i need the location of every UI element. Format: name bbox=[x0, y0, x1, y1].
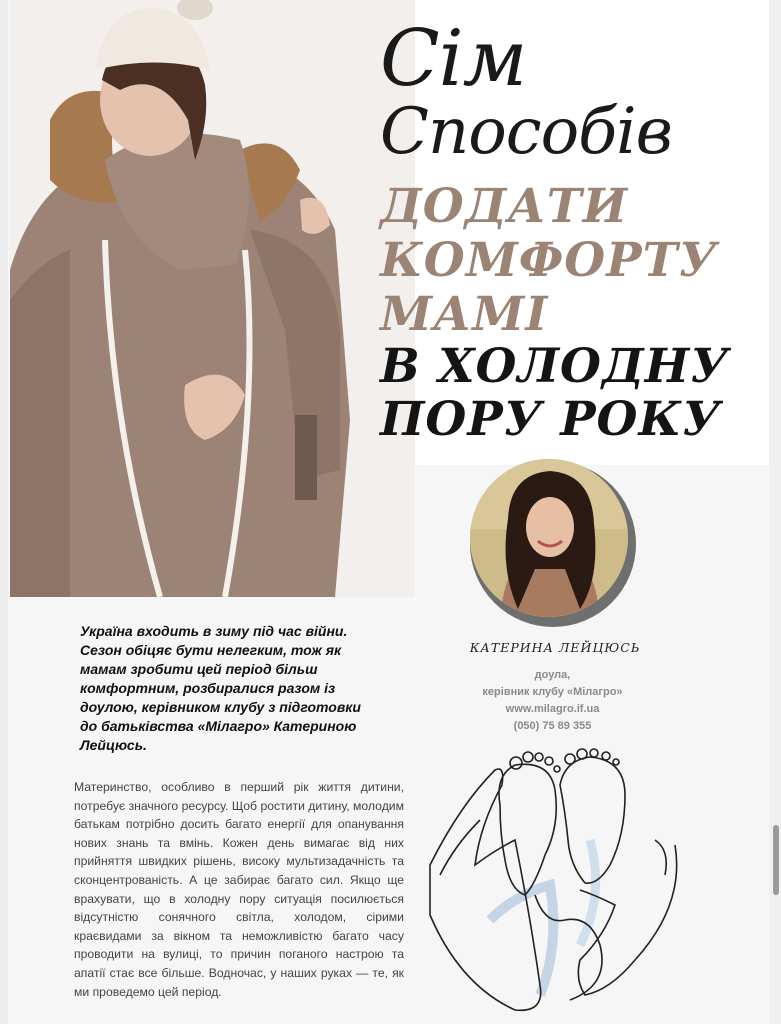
scrollbar-thumb[interactable] bbox=[773, 825, 779, 895]
page-edge bbox=[0, 0, 8, 1024]
author-website: www.milagro.if.ua bbox=[505, 703, 600, 715]
title-line-1: ДОДАТИ bbox=[380, 179, 629, 234]
hero-photo bbox=[10, 0, 415, 597]
title-script-1: Сім bbox=[380, 14, 527, 104]
lead-paragraph: Україна входить в зиму під час війни. Сезон обіцяє бути нелегким, тож як мамам зробити цей період більш комфортним, розбиралися разом із доулою, керівником клубу з підготовки до батьківства «Мілагро» Катериною Лейцюсь. bbox=[80, 623, 361, 753]
title-script-2: Способів bbox=[380, 95, 672, 169]
body-paragraph: Материнство, особливо в перший рік життя дитини, потребує значного ресурсу. Щоб ростити дитину, молодим батькам потрібно досить багато енергії для опанування нових знань та вмінь. Кожен день вимагає від них прийняття швидких рішень, високу мультизадачність та сконцентрованість. А це забирає багато сил. Якщо ще врахувати, що в холодну пору ситуація посилюється відсутністю сонячного світла, холодом, сірими краєвидами за вікном та неможливістю багато часу проводити на вулиці, то причин поганого настрою та апатії стає все більше. Водночас, у наших руках — те, як ми проведемо цей період. bbox=[74, 780, 404, 999]
author-info bbox=[430, 667, 675, 735]
title-line-5: ПОРУ РОКУ bbox=[380, 392, 722, 447]
hands-holding-baby-feet-icon bbox=[420, 745, 690, 1015]
title-line-2: КОМФОРТУ bbox=[380, 233, 718, 288]
author-position: керівник клубу «Мілагро» bbox=[482, 686, 623, 698]
avatar bbox=[470, 459, 628, 617]
author-name: КАТЕРИНА ЛЕЙЦЮСЬ bbox=[469, 640, 641, 655]
title-line-4: В ХОЛОДНУ bbox=[380, 339, 730, 394]
author-phone: (050) 75 89 355 bbox=[513, 720, 592, 732]
author-role: доула, bbox=[534, 669, 571, 681]
title-line-3: МАМІ bbox=[380, 287, 549, 342]
